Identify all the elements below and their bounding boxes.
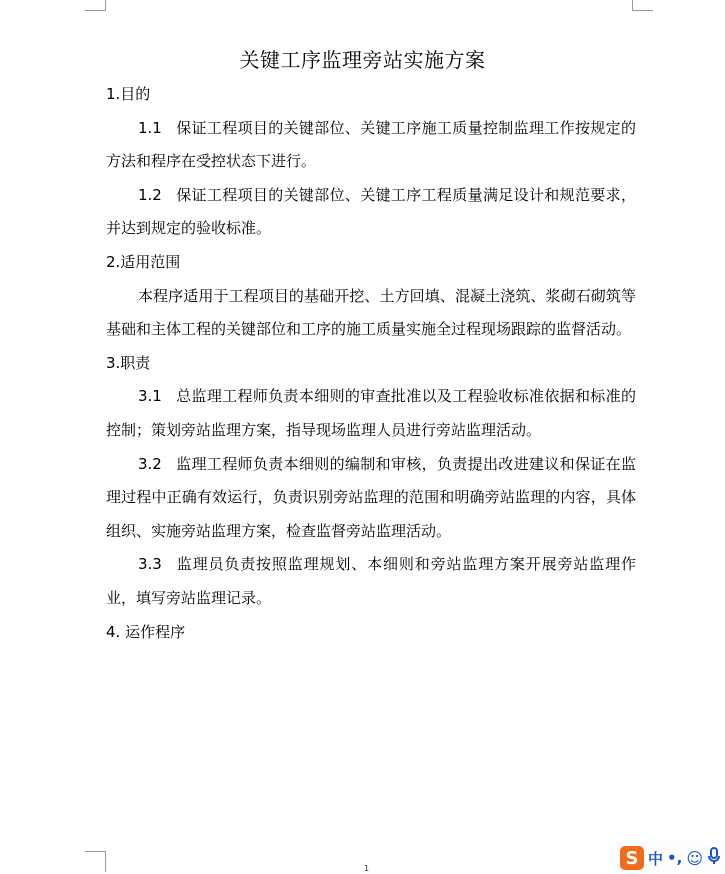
margin-corner-top-left <box>85 0 106 11</box>
paragraph <box>106 112 636 179</box>
document-body <box>106 78 636 649</box>
clause-text: 监理工程师负责本细则的编制和审核，负责提出改进建议和保证在监理过程中正确有效运行，负责识别旁站监理的范围和明确旁站监理的内容，具体组织、实施旁站监理方案，检查监督旁站监理活动。 <box>106 454 636 540</box>
clause-number: 1.2 <box>138 185 162 204</box>
clause-text: 保证工程项目的关键部位、关键工序施工质量控制监理工作按规定的方法和程序在受控状态下进行。 <box>106 118 636 171</box>
mic-icon[interactable] <box>707 847 721 869</box>
paragraph <box>106 548 636 615</box>
clause-number: 1.1 <box>138 118 162 137</box>
section-heading: 2.适用范围 <box>106 252 181 271</box>
clause-text: 监理员负责按照监理规划、本细则和旁站监理方案开展旁站监理作业，填写旁站监理记录。 <box>106 555 636 607</box>
smiley-icon[interactable]: ☺ <box>686 848 703 868</box>
paragraph <box>106 280 636 347</box>
document-title: 关键工序监理旁站实施方案 <box>239 48 486 72</box>
sogou-logo-icon[interactable]: S <box>620 846 644 870</box>
clause-number: 3.3 <box>138 555 162 574</box>
margin-corner-top-right <box>632 0 653 11</box>
margin-corner-bottom-left <box>85 851 106 872</box>
clause-number: 3.2 <box>138 454 162 473</box>
punctuation-toggle[interactable]: •, <box>667 849 683 867</box>
paragraph <box>106 179 636 246</box>
paragraph <box>106 448 636 549</box>
section-heading: 4. 运作程序 <box>106 622 186 641</box>
clause-text: 总监理工程师负责本细则的审查批准以及工程验收标准依据和标准的控制；策划旁站监理方案，指导现场监理人员进行旁站监理活动。 <box>106 387 636 439</box>
section-heading: 3.职责 <box>106 353 151 372</box>
section-heading: 1.目的 <box>106 85 151 103</box>
ime-mode-toggle[interactable]: 中 <box>648 849 664 868</box>
clause-number: 3.1 <box>138 387 162 406</box>
clause-text: 保证工程项目的关键部位、关键工序工程质量满足设计和规范要求，并达到规定的验收标准。 <box>106 185 636 238</box>
paragraph <box>106 380 636 447</box>
ime-toolbar[interactable] <box>616 842 725 874</box>
page-number: 1 <box>364 864 370 873</box>
clause-text: 本程序适用于工程项目的基础开挖、土方回填、混凝土浇筑、浆砌石砌筑等基础和主体工程的关键部位和工序的施工质量实施全过程现场跟踪的监督活动。 <box>106 286 636 339</box>
